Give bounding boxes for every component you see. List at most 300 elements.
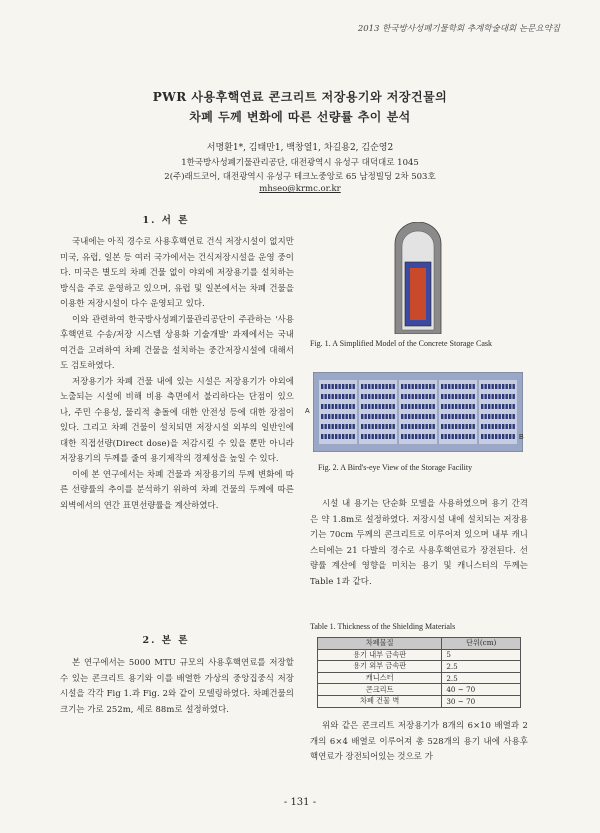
cask-mark bbox=[473, 414, 475, 419]
intro-paragraph: 이와 관련하여 한국방사성폐기물관리공단이 주관하는 '사용후핵연료 수송/저장 시스템 상용화 기술개발' 과제에서는 국내 여건을 고려하여 차폐 건물을 설치하는 중간저장시설에 대해서도 검토하였다. bbox=[60, 313, 294, 370]
cask-mark bbox=[393, 424, 395, 429]
cask-mark bbox=[495, 414, 497, 419]
cask-mark bbox=[408, 394, 410, 399]
cask-mark bbox=[499, 404, 501, 409]
cask-mark bbox=[455, 424, 457, 429]
cask-mark bbox=[469, 414, 471, 419]
cask-mark bbox=[513, 394, 515, 399]
table-row bbox=[318, 695, 521, 707]
cask-mark bbox=[441, 384, 443, 389]
table-row bbox=[318, 649, 521, 661]
cask-mark bbox=[386, 394, 388, 399]
cask-mark bbox=[419, 384, 421, 389]
cask-mark bbox=[321, 414, 323, 419]
cask-mark bbox=[462, 384, 464, 389]
section-intro-title: 1. 서 론 bbox=[142, 215, 190, 226]
cask-mark bbox=[433, 424, 435, 429]
cask-mark bbox=[485, 424, 487, 429]
cask-mark bbox=[462, 434, 464, 439]
cask-mark bbox=[382, 404, 384, 409]
cask-mark bbox=[368, 384, 370, 389]
fig2-label-a: A bbox=[305, 408, 310, 415]
cask-mark bbox=[448, 424, 450, 429]
cask-mark bbox=[506, 384, 508, 389]
cask-mark bbox=[332, 394, 334, 399]
cask-mark bbox=[485, 414, 487, 419]
cask-mark bbox=[339, 414, 341, 419]
cask-mark bbox=[488, 384, 490, 389]
cask-mark bbox=[372, 434, 374, 439]
cask-mark bbox=[389, 384, 391, 389]
cask-mark bbox=[481, 404, 483, 409]
cask-mark bbox=[328, 424, 330, 429]
cask-mark bbox=[372, 384, 374, 389]
cask-mark bbox=[426, 414, 428, 419]
cask-mark bbox=[361, 394, 363, 399]
cask-mark bbox=[408, 404, 410, 409]
cask-mark bbox=[506, 394, 508, 399]
cask-mark bbox=[488, 414, 490, 419]
cask-mark bbox=[485, 434, 487, 439]
cask-mark bbox=[441, 424, 443, 429]
cask-mark bbox=[328, 394, 330, 399]
cask-mark bbox=[321, 394, 323, 399]
cask-mark bbox=[368, 424, 370, 429]
cask-mark bbox=[452, 424, 454, 429]
cask-mark bbox=[452, 384, 454, 389]
cask-mark bbox=[473, 404, 475, 409]
cask-mark bbox=[481, 414, 483, 419]
cask-mark bbox=[339, 394, 341, 399]
cask-mark bbox=[473, 424, 475, 429]
cask-mark bbox=[368, 434, 370, 439]
cask-mark bbox=[365, 404, 367, 409]
cask-mark bbox=[386, 384, 388, 389]
cask-mark bbox=[382, 384, 384, 389]
cask-mark bbox=[415, 434, 417, 439]
table-cell: 용기 내부 금속판 bbox=[318, 649, 442, 661]
cask-mark bbox=[492, 394, 494, 399]
cask-mark bbox=[422, 384, 424, 389]
cask-mark bbox=[346, 434, 348, 439]
cask-mark bbox=[415, 414, 417, 419]
cask-mark bbox=[469, 424, 471, 429]
cask-mark bbox=[488, 394, 490, 399]
cask-mark bbox=[502, 424, 504, 429]
cask-mark bbox=[466, 394, 468, 399]
cask-mark bbox=[488, 434, 490, 439]
cask-mark bbox=[353, 404, 355, 409]
cask-mark bbox=[325, 384, 327, 389]
cask-mark bbox=[473, 384, 475, 389]
cask-mark bbox=[389, 424, 391, 429]
cask-mark bbox=[375, 414, 377, 419]
cask-mark bbox=[469, 434, 471, 439]
cask-mark bbox=[342, 384, 344, 389]
cask-mark bbox=[466, 434, 468, 439]
cask-mark bbox=[379, 384, 381, 389]
cask-mark bbox=[466, 414, 468, 419]
cask-mark bbox=[459, 414, 461, 419]
cask-mark bbox=[332, 434, 334, 439]
cask-mark bbox=[509, 404, 511, 409]
cask-mark bbox=[332, 384, 334, 389]
cask-mark bbox=[386, 434, 388, 439]
table-row bbox=[318, 672, 521, 684]
cask-mark bbox=[401, 404, 403, 409]
cask-mark bbox=[433, 384, 435, 389]
cask-mark bbox=[325, 424, 327, 429]
cask-mark bbox=[415, 394, 417, 399]
cask-mark bbox=[342, 434, 344, 439]
cask-mark bbox=[422, 434, 424, 439]
cask-mark bbox=[353, 414, 355, 419]
cask-mark bbox=[339, 424, 341, 429]
cask-mark bbox=[325, 394, 327, 399]
cask-mark bbox=[499, 384, 501, 389]
cask-mark bbox=[393, 394, 395, 399]
cask-mark bbox=[408, 434, 410, 439]
cask-mark bbox=[368, 414, 370, 419]
cask-mark bbox=[499, 434, 501, 439]
cask-mark bbox=[379, 404, 381, 409]
cask-mark bbox=[462, 404, 464, 409]
title-line-1: PWR 사용후핵연료 콘크리트 저장용기와 저장건물의 bbox=[152, 90, 448, 104]
cask-mark bbox=[441, 394, 443, 399]
cask-mark bbox=[349, 394, 351, 399]
cask-mark bbox=[488, 404, 490, 409]
cask-mark bbox=[513, 404, 515, 409]
cask-mark bbox=[426, 404, 428, 409]
cask-mark bbox=[466, 404, 468, 409]
table-cell: 차폐 건물 벽 bbox=[318, 695, 442, 707]
table-header: 차폐물질 bbox=[318, 638, 442, 650]
cask-mark bbox=[342, 394, 344, 399]
cask-mark bbox=[328, 384, 330, 389]
cask-mark bbox=[386, 404, 388, 409]
cask-mark bbox=[502, 394, 504, 399]
cask-mark bbox=[495, 424, 497, 429]
cask-mark bbox=[481, 384, 483, 389]
right-text bbox=[310, 496, 528, 589]
cask-mark bbox=[452, 414, 454, 419]
cask-mark bbox=[325, 414, 327, 419]
cask-mark bbox=[412, 394, 414, 399]
cask-mark bbox=[379, 434, 381, 439]
cask-mark bbox=[335, 404, 337, 409]
cask-mark bbox=[495, 404, 497, 409]
cask-mark bbox=[342, 414, 344, 419]
cask-mark bbox=[419, 394, 421, 399]
cask-mark bbox=[412, 404, 414, 409]
cask-mark bbox=[335, 414, 337, 419]
cask-mark bbox=[405, 404, 407, 409]
cask-mark bbox=[412, 414, 414, 419]
cask-mark bbox=[426, 394, 428, 399]
cask-mark bbox=[441, 414, 443, 419]
cask-mark bbox=[372, 414, 374, 419]
cask-mark bbox=[328, 434, 330, 439]
cask-mark bbox=[506, 404, 508, 409]
table-cell: 30 ~ 70 bbox=[442, 695, 521, 707]
cask-mark bbox=[349, 414, 351, 419]
cask-mark bbox=[339, 404, 341, 409]
cask-mark bbox=[485, 394, 487, 399]
cask-mark bbox=[509, 394, 511, 399]
body-paragraph: 본 연구에서는 5000 MTU 규모의 사용후핵연료를 저장할 수 있는 콘크리트 용기와 이를 배열한 가상의 중앙집중식 저장시설을 각각 Fig 1.과 Fig. 2와 같이 모델링하였다. 차폐건물의 크기는 가로 252m, 세로 88m로 설정하였다. bbox=[60, 657, 294, 714]
cask-mark bbox=[375, 404, 377, 409]
cask-mark bbox=[469, 394, 471, 399]
cask-mark bbox=[492, 414, 494, 419]
cask-mark bbox=[346, 404, 348, 409]
cask-mark bbox=[415, 404, 417, 409]
cask-mark bbox=[389, 404, 391, 409]
cask-mark bbox=[346, 424, 348, 429]
cask-mark bbox=[349, 424, 351, 429]
cask-mark bbox=[459, 394, 461, 399]
cask-mark bbox=[342, 424, 344, 429]
cask-mark bbox=[448, 414, 450, 419]
table-row bbox=[318, 661, 521, 673]
cask-mark bbox=[499, 424, 501, 429]
cask-mark bbox=[375, 384, 377, 389]
cask-mark bbox=[361, 414, 363, 419]
cask-mark bbox=[462, 414, 464, 419]
fig2-label-b: B bbox=[519, 434, 524, 441]
table-cell: 2.5 bbox=[442, 672, 521, 684]
cask-mark bbox=[513, 424, 515, 429]
cask-mark bbox=[429, 404, 431, 409]
cask-mark bbox=[365, 384, 367, 389]
cask-mark bbox=[412, 424, 414, 429]
cask-mark bbox=[389, 434, 391, 439]
cask-mark bbox=[335, 424, 337, 429]
cask-mark bbox=[361, 404, 363, 409]
cask-mark bbox=[492, 404, 494, 409]
cask-mark bbox=[429, 384, 431, 389]
cask-mark bbox=[452, 434, 454, 439]
email-link[interactable]: mhseo@krmc.or.kr bbox=[259, 184, 341, 194]
cask-mark bbox=[365, 434, 367, 439]
cask-mark bbox=[506, 424, 508, 429]
cask-mark bbox=[495, 434, 497, 439]
cask-mark bbox=[405, 434, 407, 439]
affiliation-2: 2(주)래드코어, 대전광역시 유성구 테크노중앙로 65 남정빌딩 2차 503호 bbox=[164, 172, 436, 182]
cask-mark bbox=[382, 394, 384, 399]
table-row bbox=[318, 684, 521, 696]
cask-mark bbox=[382, 434, 384, 439]
cask-mark bbox=[481, 424, 483, 429]
cask-mark bbox=[382, 414, 384, 419]
cask-mark bbox=[346, 414, 348, 419]
table-header: 단위(cm) bbox=[442, 638, 521, 650]
cask-mark bbox=[328, 414, 330, 419]
cask-mark bbox=[321, 434, 323, 439]
cask-mark bbox=[509, 424, 511, 429]
cask-mark bbox=[368, 404, 370, 409]
cask-mark bbox=[419, 404, 421, 409]
cask-mark bbox=[488, 424, 490, 429]
cask-mark bbox=[455, 404, 457, 409]
cask-mark bbox=[372, 394, 374, 399]
cask-mark bbox=[492, 424, 494, 429]
cask-mark bbox=[509, 384, 511, 389]
table-cell: 콘크리트 bbox=[318, 684, 442, 696]
cask-mark bbox=[379, 424, 381, 429]
cask-mark bbox=[445, 404, 447, 409]
cask-mark bbox=[448, 404, 450, 409]
cask-mark bbox=[386, 424, 388, 429]
cask-mark bbox=[466, 384, 468, 389]
final-text bbox=[310, 718, 528, 765]
cask-mark bbox=[513, 414, 515, 419]
cask-mark bbox=[473, 394, 475, 399]
cask-mark bbox=[459, 404, 461, 409]
cask-mark bbox=[469, 404, 471, 409]
cask-mark bbox=[459, 434, 461, 439]
cask-mark bbox=[389, 414, 391, 419]
cask-mark bbox=[325, 434, 327, 439]
cask-mark bbox=[448, 384, 450, 389]
cask-mark bbox=[506, 414, 508, 419]
cask-mark bbox=[455, 434, 457, 439]
cask-mark bbox=[433, 414, 435, 419]
cask-mark bbox=[346, 394, 348, 399]
cask-mark bbox=[422, 414, 424, 419]
cask-mark bbox=[433, 434, 435, 439]
cask-mark bbox=[393, 434, 395, 439]
cask-mark bbox=[379, 414, 381, 419]
cask-mark bbox=[459, 384, 461, 389]
cask-mark bbox=[372, 404, 374, 409]
cask-mark bbox=[393, 384, 395, 389]
cask-mark bbox=[365, 394, 367, 399]
cask-mark bbox=[332, 404, 334, 409]
cask-mark bbox=[455, 414, 457, 419]
cask-mark bbox=[346, 384, 348, 389]
cask-mark bbox=[372, 424, 374, 429]
cask-mark bbox=[389, 394, 391, 399]
cask-mark bbox=[401, 384, 403, 389]
cask-mark bbox=[353, 424, 355, 429]
cask-mark bbox=[422, 424, 424, 429]
cask-mark bbox=[445, 414, 447, 419]
cask-mark bbox=[349, 384, 351, 389]
cask-mark bbox=[462, 394, 464, 399]
cask-mark bbox=[335, 384, 337, 389]
cask-mark bbox=[361, 434, 363, 439]
thickness-table bbox=[317, 637, 521, 708]
table-cell: 캐니스터 bbox=[318, 672, 442, 684]
cask-mark bbox=[509, 414, 511, 419]
cask-mark bbox=[445, 384, 447, 389]
cask-mark bbox=[481, 394, 483, 399]
cask-mark bbox=[429, 394, 431, 399]
cask-mark bbox=[328, 404, 330, 409]
table-cell: 용기 외부 금속판 bbox=[318, 661, 442, 673]
cask-mark bbox=[332, 424, 334, 429]
cask-mark bbox=[513, 384, 515, 389]
cask-mark bbox=[361, 384, 363, 389]
cask-mark bbox=[405, 414, 407, 419]
cask-mark bbox=[419, 424, 421, 429]
cask-mark bbox=[455, 394, 457, 399]
cask-mark bbox=[485, 384, 487, 389]
cask-mark bbox=[353, 394, 355, 399]
cask-mark bbox=[419, 434, 421, 439]
body-text bbox=[60, 655, 294, 717]
cask-mark bbox=[386, 414, 388, 419]
cask-mark bbox=[321, 424, 323, 429]
cask-mark bbox=[375, 434, 377, 439]
cask-mark bbox=[433, 404, 435, 409]
cask-mark bbox=[422, 404, 424, 409]
cask-mark bbox=[499, 414, 501, 419]
cask-mark bbox=[349, 404, 351, 409]
cask-mark bbox=[415, 424, 417, 429]
page-number: - 131 - bbox=[283, 797, 317, 808]
cask-mark bbox=[433, 394, 435, 399]
cask-mark bbox=[353, 384, 355, 389]
cask-mark bbox=[408, 384, 410, 389]
cask-mark bbox=[408, 414, 410, 419]
cask-mark bbox=[459, 424, 461, 429]
cask-mark bbox=[452, 394, 454, 399]
cask-mark bbox=[419, 414, 421, 419]
cask-mark bbox=[426, 434, 428, 439]
cask-mark bbox=[353, 434, 355, 439]
cask-mark bbox=[393, 414, 395, 419]
cask-mark bbox=[485, 404, 487, 409]
cask-mark bbox=[365, 424, 367, 429]
cask-mark bbox=[426, 424, 428, 429]
table-cell: 40 ~ 70 bbox=[442, 684, 521, 696]
table-title: Table 1. Thickness of the Shielding Materials bbox=[310, 622, 456, 631]
cask-mark bbox=[473, 434, 475, 439]
cask-mark bbox=[365, 414, 367, 419]
table-cell: 2.5 bbox=[442, 661, 521, 673]
concrete-cask-figure bbox=[393, 222, 443, 334]
storage-facility-figure bbox=[313, 372, 523, 452]
cask-mark bbox=[408, 424, 410, 429]
cask-mark bbox=[321, 404, 323, 409]
cask-mark bbox=[502, 434, 504, 439]
cask-mark bbox=[502, 404, 504, 409]
final-paragraph: 위와 같은 콘크리트 저장용기가 8개의 6×10 배열과 2개의 6×4 배열로 이루어져 총 528개의 용기 내에 사용후핵연료가 장전되어있는 것으로 가 bbox=[310, 720, 528, 761]
section-body-title: 2. 본 론 bbox=[142, 635, 190, 646]
cask-mark bbox=[455, 384, 457, 389]
cask-mark bbox=[495, 394, 497, 399]
cask-mark bbox=[412, 434, 414, 439]
intro-paragraph: 이에 본 연구에서는 차폐 건물과 저장용기의 두께 변화에 따른 선량률의 추이를 분석하기 위하여 차폐 건물의 두께에 따른 외벽에서의 연간 표면선량률을 계산하였다. bbox=[60, 468, 294, 510]
cask-mark bbox=[481, 434, 483, 439]
cask-mark bbox=[492, 384, 494, 389]
cask-mark bbox=[379, 394, 381, 399]
affiliation-1: 1한국방사성폐기물관리공단, 대전광역시 유성구 대덕대로 1045 bbox=[181, 158, 419, 168]
cask-mark bbox=[361, 424, 363, 429]
running-header: 2013 한국방사성폐기물학회 추계학술대회 논문요약집 bbox=[357, 24, 560, 34]
cask-mark bbox=[325, 404, 327, 409]
cask-mark bbox=[349, 434, 351, 439]
cask-mark bbox=[445, 394, 447, 399]
cask-mark bbox=[452, 404, 454, 409]
cask-mark bbox=[401, 424, 403, 429]
cask-mark bbox=[342, 404, 344, 409]
cask-mark bbox=[405, 424, 407, 429]
cask-mark bbox=[492, 434, 494, 439]
cask-mark bbox=[321, 384, 323, 389]
title-line-2: 차폐 두께 변화에 따른 선량률 추이 분석 bbox=[189, 110, 411, 124]
